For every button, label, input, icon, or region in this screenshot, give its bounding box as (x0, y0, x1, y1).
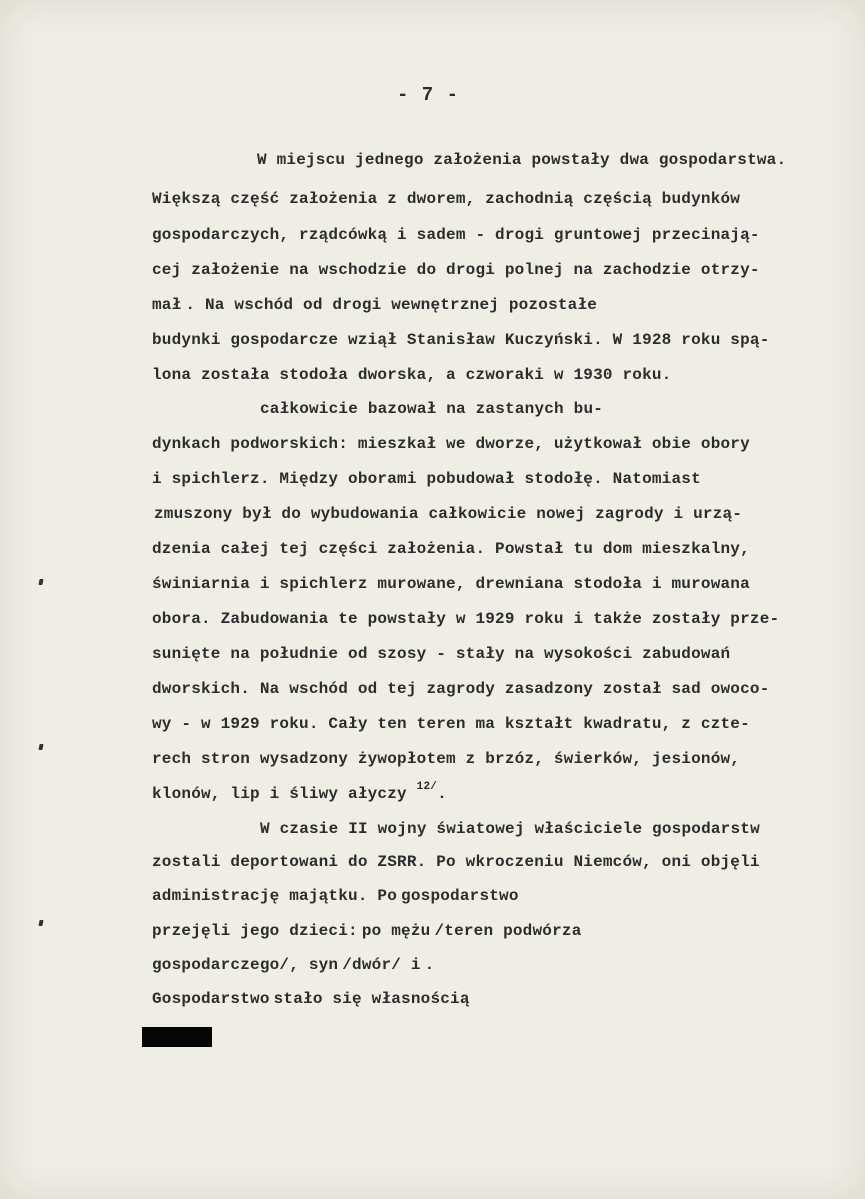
text-line (152, 849, 842, 875)
text-line (152, 536, 842, 562)
text-line (152, 501, 842, 527)
text-run: rech stron wysadzony żywopłotem z brzóz, świerków, jesionów, (152, 750, 741, 768)
text-line (152, 781, 842, 807)
text-line (152, 986, 842, 1012)
text-run: i spichlerz. Między oborami pobudował stodołę. Natomiast (152, 470, 701, 489)
text-run: przejęli jego dzieci: (152, 922, 358, 941)
text-run: gospodarstwo (401, 887, 519, 906)
text-run: całkowicie bazował na zastanych bu- (260, 400, 604, 419)
text-run: . (437, 785, 447, 803)
text-run: dzenia całej tej części założenia. Powstał tu dom mieszkalny, (152, 540, 750, 558)
text-run: dynkach podworskich: mieszkał we dworze, użytkował obie obory (152, 435, 750, 453)
text-run: dworskich. Na wschód od tej zagrody zasadzony został sad owoco- (152, 680, 770, 698)
text-run: po mężu (361, 922, 431, 941)
text-line (152, 362, 842, 388)
binding-hole-mark (38, 744, 43, 750)
text-run: budynki gospodarcze wziął Stanisław Kuczyński. W 1928 roku spą- (152, 331, 770, 349)
text-run: cej założenie na wschodzie do drogi polnej na zachodzie otrzy- (152, 261, 760, 279)
text-run: gospodarczych, rządcówką i sadem - drogi gruntowej przecinają- (152, 226, 760, 244)
binding-hole-mark (38, 579, 43, 585)
text-line (152, 466, 842, 492)
text-line (152, 571, 842, 597)
text-run: mał (152, 296, 182, 315)
text-line (152, 746, 842, 772)
text-run: wy - w 1929 roku. Cały ten teren ma kształt kwadratu, z czte- (152, 715, 750, 733)
text-line (152, 327, 842, 353)
text-run: obora. Zabudowania te powstały w 1929 roku i także zostały prze- (152, 610, 780, 628)
footnote-reference: 12/ (416, 781, 438, 793)
text-line (260, 816, 865, 842)
text-run: świniarnia i spichlerz murowane, drewniana stodoła i murowana (152, 575, 750, 593)
text-run: sunięte na południe od szosy - stały na wysokości zabudowań (152, 645, 731, 663)
text-line (152, 918, 842, 944)
text-line (152, 257, 842, 283)
text-run: Większą część założenia z dworem, zachodnią częścią budynków (152, 190, 741, 208)
text-run: W czasie II wojny światowej właściciele gospodarstw (260, 820, 760, 838)
text-line (152, 952, 842, 978)
text-line (152, 222, 842, 248)
text-run: gospodarczego/, syn (152, 956, 339, 975)
page-number: - 7 - (396, 84, 459, 106)
text-run: . (424, 956, 435, 975)
text-run: administrację majątku. Po (152, 887, 398, 906)
text-line (258, 396, 865, 422)
text-line (152, 606, 842, 632)
text-line (152, 186, 842, 212)
text-line (152, 676, 842, 702)
text-line (257, 147, 865, 173)
text-line (152, 431, 842, 457)
text-run: /dwór/ i (342, 956, 421, 975)
text-line (152, 711, 842, 737)
binding-hole-mark (38, 920, 43, 926)
text-run: Gospodarstwo (152, 990, 270, 1009)
text-run: klonów, lip i śliwy ałyczy (152, 785, 407, 803)
text-run: W miejscu jednego założenia powstały dwa gospodarstwa. (257, 151, 787, 169)
text-run: stało się własnością (273, 990, 470, 1009)
text-line (152, 641, 842, 667)
text-line (152, 883, 842, 909)
text-run: /teren podwórza (434, 922, 582, 941)
redaction-box (142, 1027, 212, 1047)
text-run: zostali deportowani do ZSRR. Po wkroczeniu Niemców, oni objęli (152, 853, 760, 871)
text-run: zmuszony był do wybudowania całkowicie nowej zagrody i urzą- (154, 505, 743, 524)
text-line (152, 292, 842, 318)
text-run: . Na wschód od drogi wewnętrznej pozostałe (185, 296, 598, 315)
text-run: lona została stodoła dworska, a czworaki w 1930 roku. (152, 366, 672, 384)
